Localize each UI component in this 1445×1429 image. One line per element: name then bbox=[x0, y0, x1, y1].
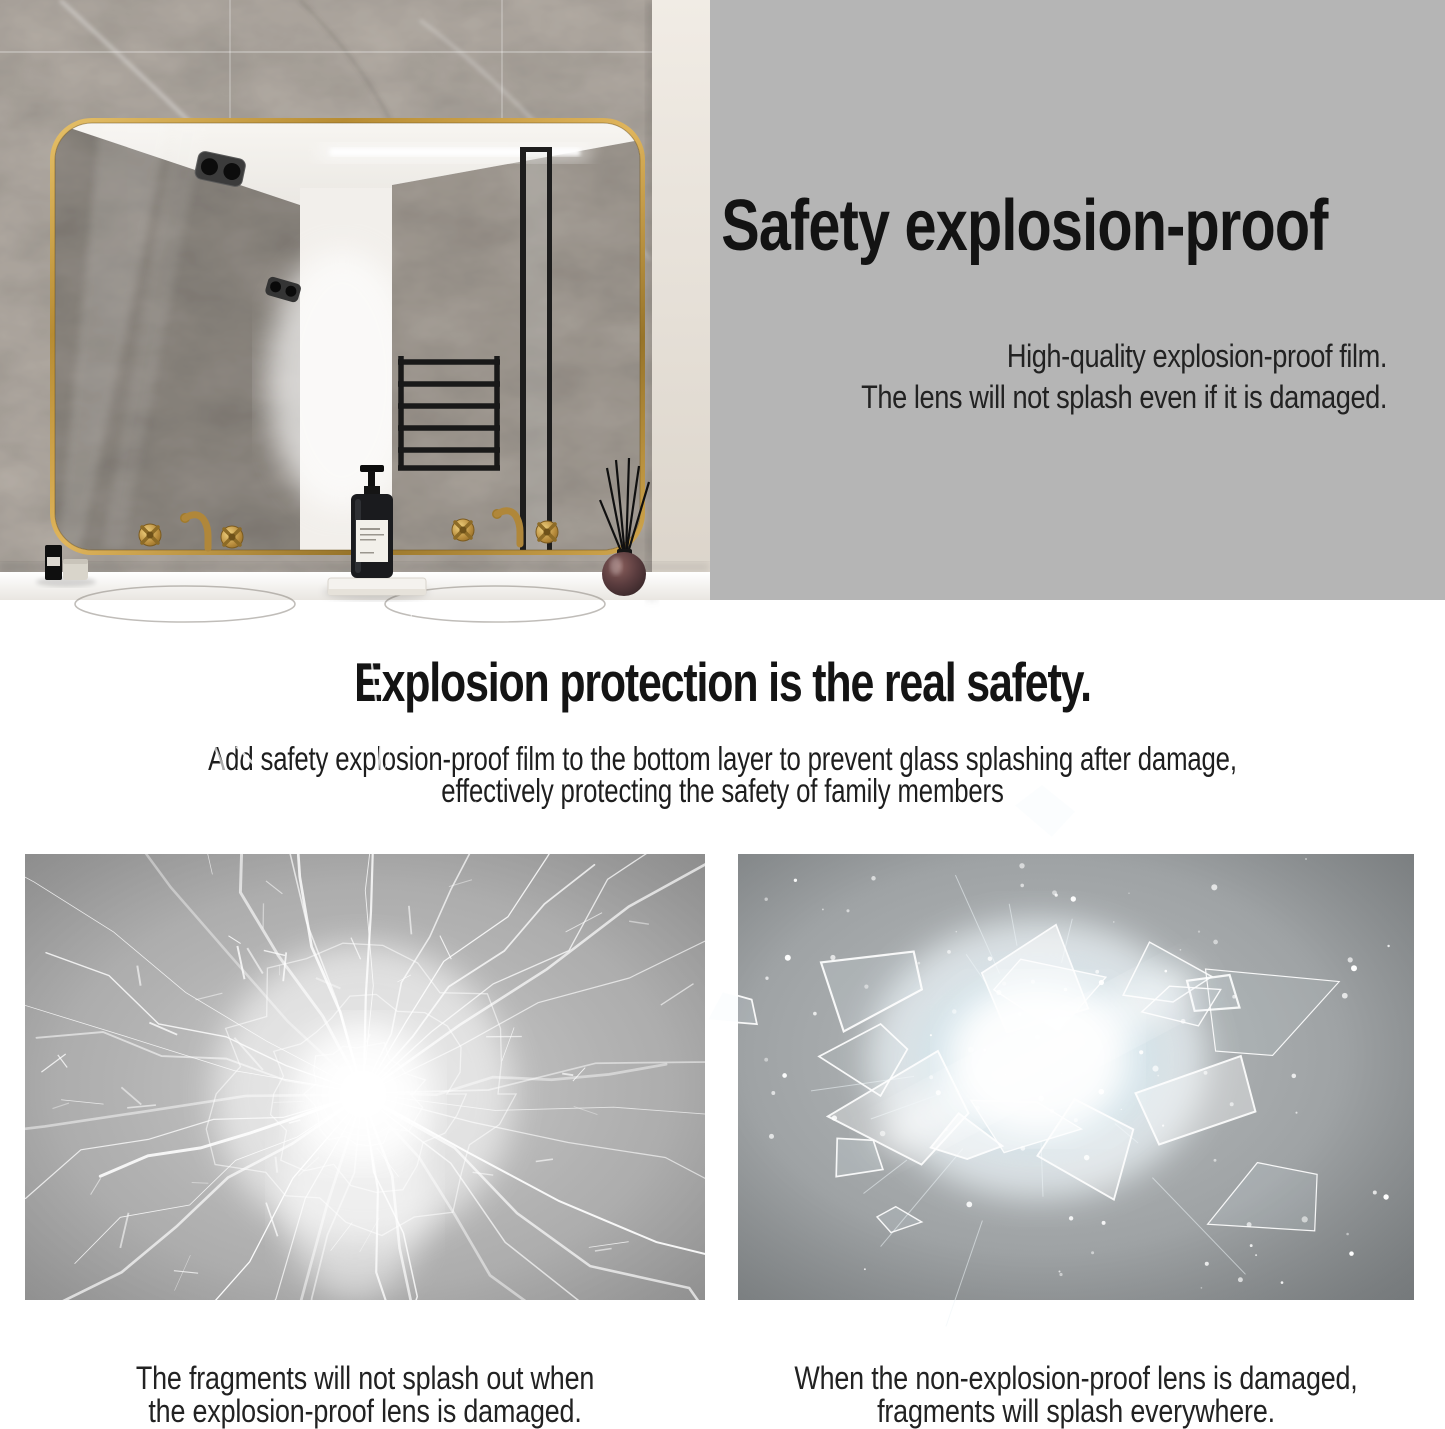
caption-left bbox=[79, 1362, 650, 1428]
glass-partition bbox=[520, 147, 552, 550]
caption-left-line2: the explosion-proof lens is damaged. bbox=[148, 1393, 581, 1429]
mirror bbox=[50, 118, 645, 555]
hero-subtitle bbox=[812, 336, 1387, 417]
hero-subtitle-line1: High-quality explosion-proof film. bbox=[1007, 338, 1387, 374]
intro-body-line1: Add safety explosion-proof film to the bottom layer to prevent glass splashing after damage, bbox=[208, 740, 1237, 777]
caption-left-line1: The fragments will not splash out when bbox=[136, 1360, 594, 1396]
intro-body bbox=[159, 743, 1286, 806]
caption-right bbox=[792, 1362, 1360, 1428]
side-wall bbox=[652, 0, 710, 600]
explosion-proof-glass-photo bbox=[25, 854, 705, 1300]
caption-right-line2: fragments will splash everywhere. bbox=[877, 1393, 1275, 1429]
hero-subtitle-line2: The lens will not splash even if it is damaged. bbox=[861, 379, 1387, 415]
bathroom-photo bbox=[0, 0, 710, 600]
shattered-glass-photo bbox=[738, 854, 1414, 1300]
bottle-label bbox=[356, 520, 388, 562]
bathroom-scene bbox=[0, 0, 710, 600]
intro-body-line2: effectively protecting the safety of family members bbox=[441, 772, 1003, 809]
hero-title: Safety explosion-proof bbox=[710, 190, 1298, 262]
shattered-glass-art bbox=[738, 854, 1414, 1300]
mirror-reflection bbox=[55, 123, 640, 550]
intro-heading: Explosion protection is the real safety. bbox=[159, 655, 1286, 710]
hero-text-panel bbox=[710, 0, 1445, 600]
caption-right-line1: When the non-explosion-proof lens is damaged, bbox=[794, 1360, 1357, 1396]
cracked-glass-art bbox=[25, 854, 705, 1300]
intro-section bbox=[0, 600, 1445, 806]
